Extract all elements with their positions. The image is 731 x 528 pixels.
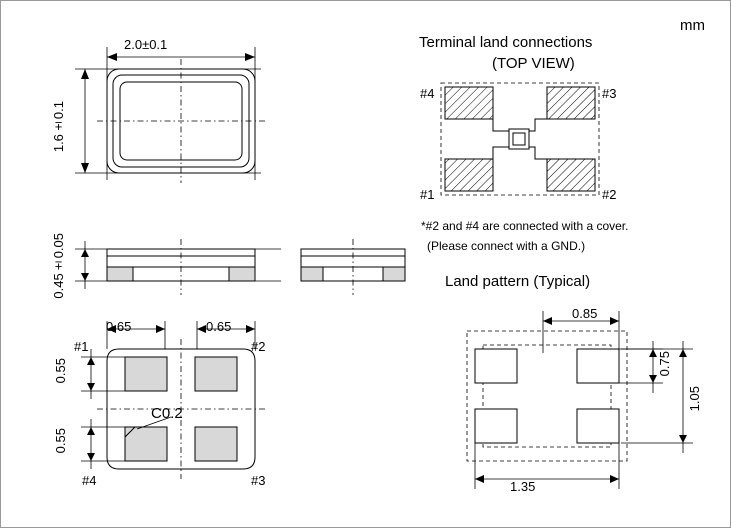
bottom-view-pitch-left-dimension: 0.65 xyxy=(106,319,132,334)
bottom-view-pad-top-dimension: 0.55 xyxy=(53,358,68,384)
side-view-end-drawing xyxy=(281,219,421,299)
terminal-note-line2: (Please connect with a GND.) xyxy=(427,239,586,253)
terminal-pin3-label: #3 xyxy=(602,86,617,101)
top-view-width-dimension: 2.0±0.1 xyxy=(124,37,168,52)
land-pattern-outer-vertical-dimension: 1.05 xyxy=(687,386,702,412)
terminal-connections-drawing xyxy=(431,75,611,205)
terminal-note-line1: *#2 and #4 are connected with a cover. xyxy=(421,219,629,233)
land-pattern-drawing xyxy=(431,301,701,501)
terminal-connections-title-line1: Terminal land connections xyxy=(419,34,593,51)
top-view-drawing xyxy=(41,25,331,205)
side-view-front-drawing xyxy=(41,219,291,299)
terminal-pin4-label: #4 xyxy=(420,86,435,101)
terminal-pin1-label: #1 xyxy=(420,187,435,202)
unit-label: mm xyxy=(680,17,705,34)
bottom-view-pin3-label: #3 xyxy=(251,473,266,488)
bottom-view-pin4-label: #4 xyxy=(82,473,97,488)
terminal-pin2-label: #2 xyxy=(602,187,617,202)
land-pattern-top-dimension: 0.85 xyxy=(572,306,598,321)
bottom-view-pin1-label: #1 xyxy=(74,339,89,354)
land-pattern-bottom-dimension: 1.35 xyxy=(510,479,536,494)
side-view-height-dimension: 0.45±0.05 xyxy=(51,233,66,299)
bottom-view-pin2-label: #2 xyxy=(251,339,266,354)
bottom-view-pitch-right-dimension: 0.65 xyxy=(206,319,232,334)
bottom-view-pad-bottom-dimension: 0.55 xyxy=(53,428,68,454)
terminal-connections-title-line2: (TOP VIEW) xyxy=(492,55,575,72)
land-pattern-inner-vertical-dimension: 0.75 xyxy=(657,351,672,377)
land-pattern-title: Land pattern (Typical) xyxy=(445,273,591,290)
top-view-height-dimension: 1.6±0.1 xyxy=(51,101,66,153)
chamfer-label: C0.2 xyxy=(151,405,183,422)
